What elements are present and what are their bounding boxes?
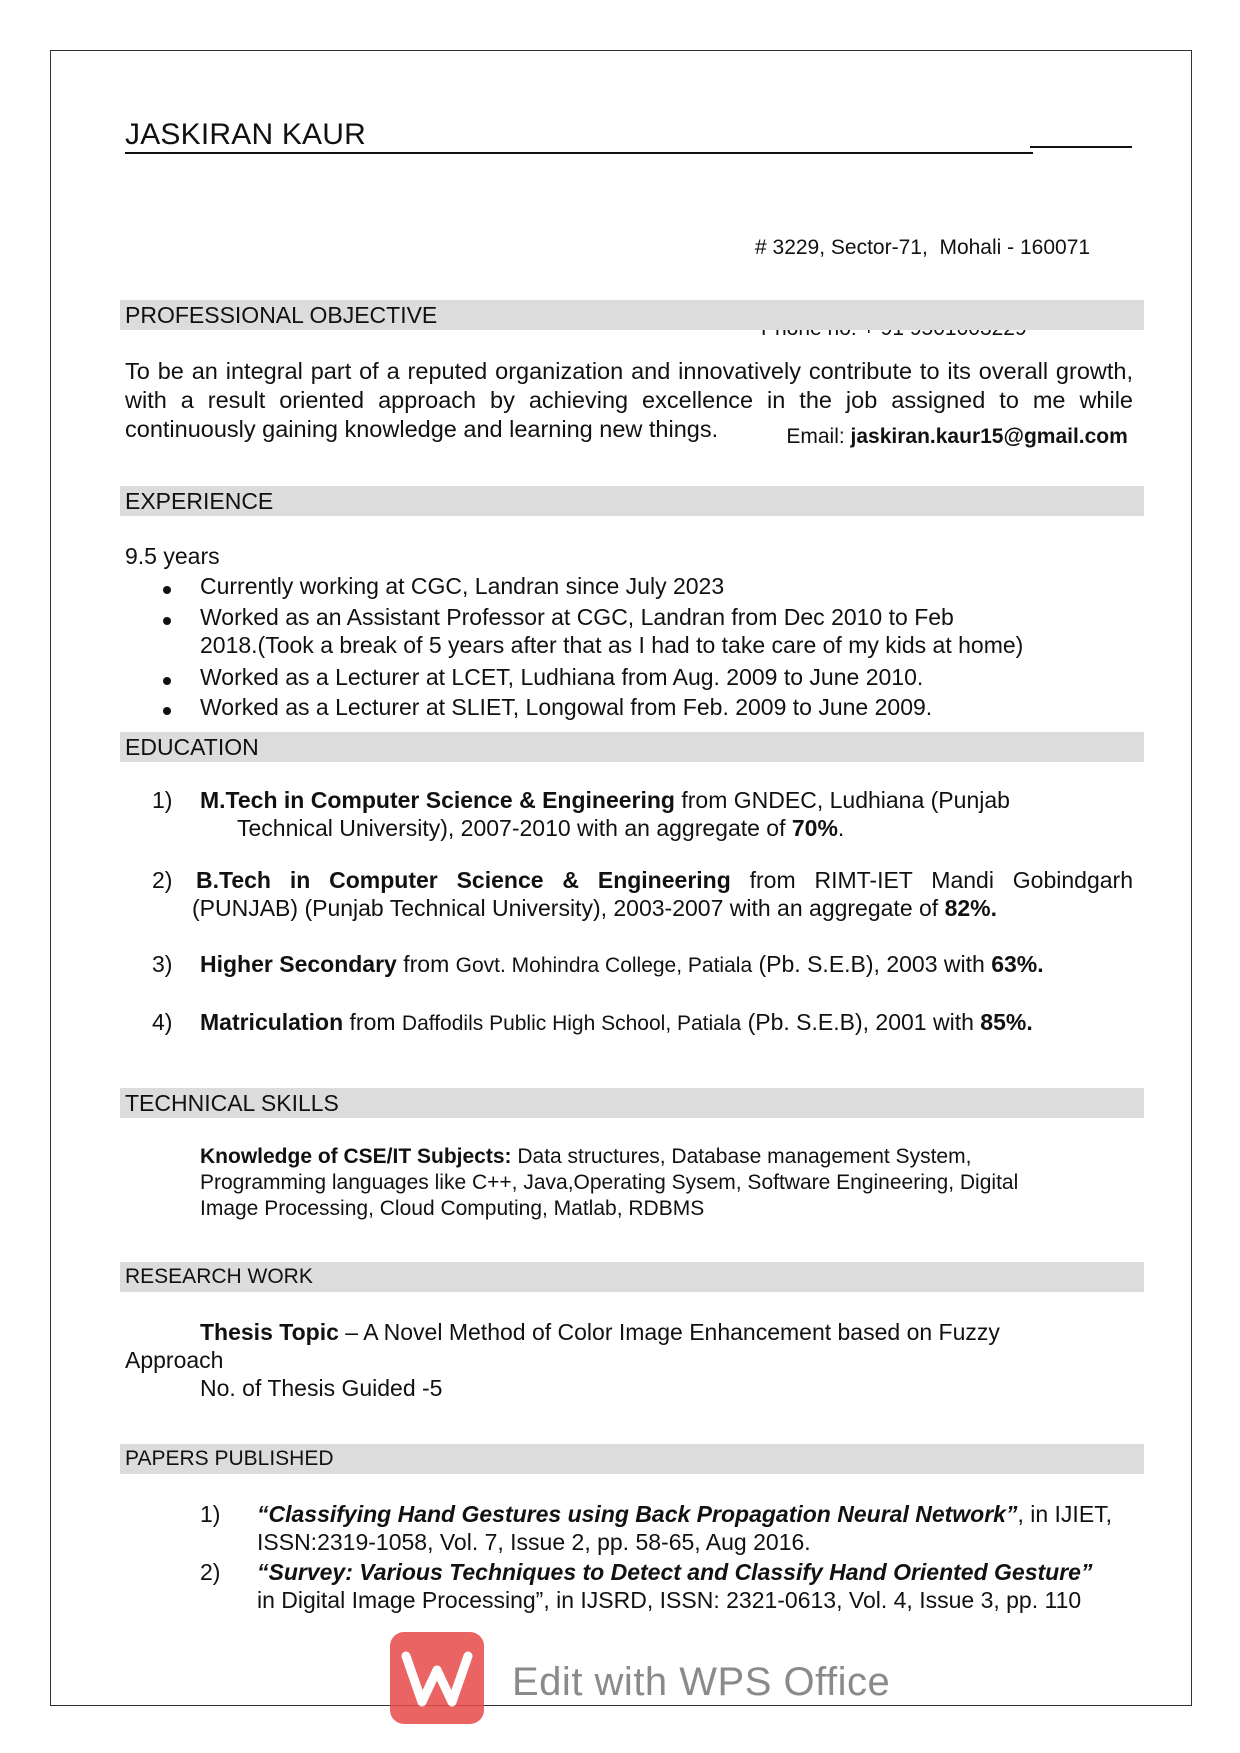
bullet: [163, 586, 171, 594]
thesis-label: Thesis Topic: [200, 1319, 339, 1345]
degree: B.Tech in Computer Science & Engineering: [196, 867, 731, 893]
education-item-line1: [196, 866, 1133, 895]
contact-block: [755, 180, 1128, 504]
skills-text: Data structures, Database management System,: [511, 1145, 972, 1168]
skills-line1: [200, 1144, 971, 1170]
wps-w-icon: [390, 1632, 484, 1724]
bullet: [163, 677, 171, 685]
skills-line2: Programming languages like C++, Java,Operating Sysem, Software Engineering, Digital: [200, 1171, 1019, 1194]
thesis-guided: No. of Thesis Guided -5: [200, 1375, 443, 1401]
degree: M.Tech in Computer Science & Engineering: [200, 787, 675, 813]
wps-logo-icon[interactable]: [390, 1632, 484, 1724]
experience-item: Worked as an Assistant Professor at CGC, Landran from Dec 2010 to Feb: [200, 604, 954, 630]
education-number: 1): [152, 787, 173, 813]
education-item-line2: [237, 814, 844, 843]
education-score: 82%.: [944, 895, 998, 921]
thesis-line: [200, 1318, 1000, 1347]
degree: Matriculation: [200, 1009, 344, 1035]
education-heading: EDUCATION: [125, 734, 259, 760]
paper-number: 1): [200, 1501, 221, 1527]
paper-number: 2): [200, 1559, 221, 1585]
objective-text: To be an integral part of a reputed organization and innovatively contribute to its overall growth, with a result oriented approach by achieving excellence in the job assigned to me while continuously gaining knowledge and learning new things.: [125, 358, 1133, 442]
skills-line3: Image Processing, Cloud Computing, Matlab, RDBMS: [200, 1197, 705, 1220]
research-heading: RESEARCH WORK: [125, 1265, 313, 1288]
education-detail: (Pb. S.E.B), 2003 with: [752, 951, 992, 977]
education-detail: Technical University), 2007-2010 with an aggregate of: [237, 815, 792, 841]
paper-title: “Classifying Hand Gestures using Back Propagation Neural Network”: [257, 1501, 1018, 1527]
experience-bar: [120, 486, 1144, 516]
objective-heading: PROFESSIONAL OBJECTIVE: [125, 302, 438, 328]
education-number: 4): [152, 1009, 173, 1035]
education-detail: from RIMT-IET Mandi Gobindgarh: [730, 867, 1133, 893]
education-from: from: [343, 1009, 402, 1035]
education-item-line1: [200, 950, 1044, 980]
thesis-text: – A Novel Method of Color Image Enhancement based on Fuzzy: [338, 1319, 1000, 1345]
experience-heading: EXPERIENCE: [125, 488, 274, 514]
thesis-cont: Approach: [125, 1347, 224, 1373]
education-detail: from GNDEC, Ludhiana (Punjab: [674, 787, 1010, 813]
experience-item: Currently working at CGC, Landran since July 2023: [200, 573, 725, 599]
skills-label: Knowledge of CSE/IT Subjects:: [200, 1145, 512, 1168]
education-item-line1: [200, 1008, 1033, 1038]
bullet: [163, 617, 171, 625]
experience-item: Worked as a Lecturer at SLIET, Longowal from Feb. 2009 to June 2009.: [200, 694, 933, 720]
education-bar: [120, 732, 1144, 762]
school: Govt. Mohindra College, Patiala: [455, 954, 753, 977]
education-number: 3): [152, 951, 173, 977]
address: # 3229, Sector-71, Mohali - 160071: [755, 236, 1091, 259]
education-item-line1: [200, 786, 1010, 815]
school: Daffodils Public High School, Patiala: [401, 1012, 742, 1035]
degree: Higher Secondary: [200, 951, 397, 977]
paper-line1: [257, 1558, 1092, 1587]
paper-line2: in Digital Image Processing”, in IJSRD, ISSN: 2321-0613, Vol. 4, Issue 3, pp. 110: [257, 1587, 1082, 1613]
candidate-name: JASKIRAN KAUR: [125, 118, 366, 151]
paper-detail: , in IJIET,: [1017, 1501, 1113, 1527]
education-from: from: [396, 951, 456, 977]
experience-total: 9.5 years: [125, 543, 220, 569]
education-detail: (Pb. S.E.B), 2001 with: [741, 1009, 981, 1035]
education-number: 2): [152, 867, 173, 893]
education-score: 70%: [791, 815, 838, 841]
name-underline: [125, 152, 1033, 154]
experience-item: Worked as a Lecturer at LCET, Ludhiana from Aug. 2009 to June 2010.: [200, 664, 924, 690]
papers-heading: PAPERS PUBLISHED: [125, 1447, 334, 1470]
experience-item-cont: 2018.(Took a break of 5 years after that as I had to take care of my kids at home): [200, 632, 1024, 658]
education-detail: .: [837, 815, 845, 841]
name-underline-end: [1030, 146, 1132, 148]
education-detail: (PUNJAB) (Punjab Technical University), 2003-2007 with an aggregate of: [192, 895, 945, 921]
paper-line1: [257, 1500, 1112, 1529]
paper-line2: ISSN:2319-1058, Vol. 7, Issue 2, pp. 58-65, Aug 2016.: [257, 1529, 811, 1555]
skills-heading: TECHNICAL SKILLS: [125, 1090, 339, 1116]
paper-title: “Survey: Various Techniques to Detect and Classify Hand Oriented Gesture”: [257, 1559, 1093, 1585]
wps-watermark-text[interactable]: Edit with WPS Office: [512, 1660, 891, 1704]
education-score: 63%.: [991, 951, 1044, 977]
bullet: [163, 707, 171, 715]
email-label: Email:: [786, 425, 851, 448]
email-link[interactable]: jaskiran.kaur15@gmail.com: [850, 425, 1128, 448]
education-item-line2: [192, 894, 997, 923]
education-score: 85%.: [980, 1009, 1033, 1035]
